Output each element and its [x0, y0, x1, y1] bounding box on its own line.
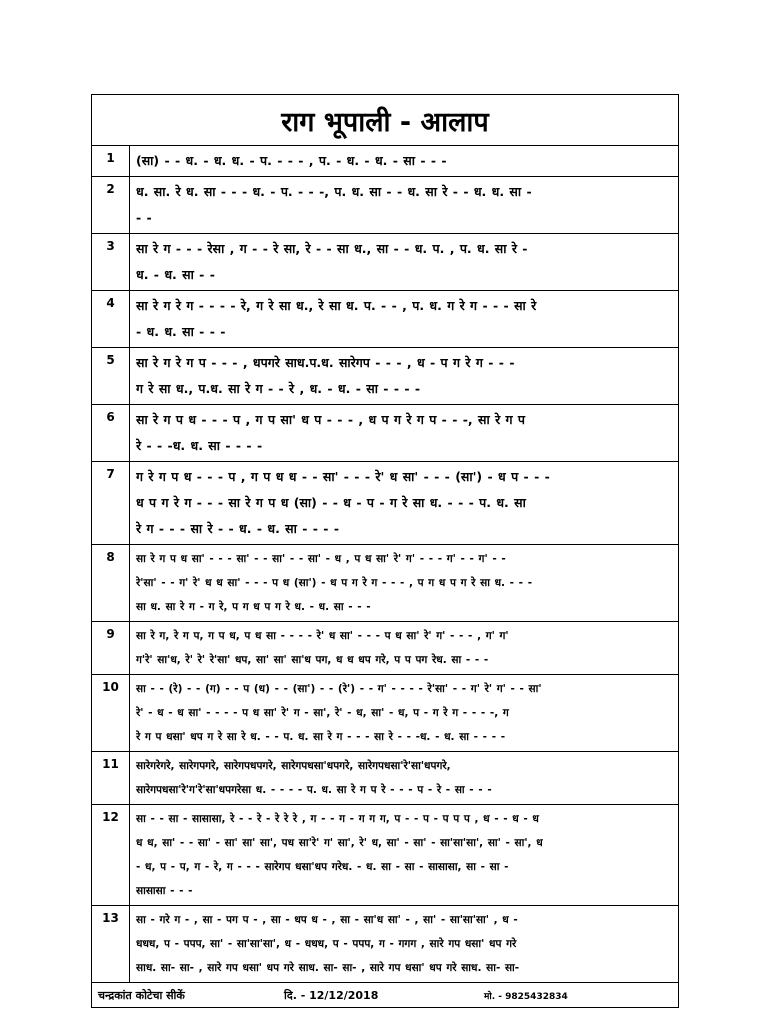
notation-line: सा ध. सा रे ग - ग रे, प ग ध प ग रे ध. - ध. सा - - - [136, 601, 371, 613]
alap-table [92, 146, 678, 983]
notation-line: रे ग प धसा' धप ग रे सा रे ध. - - प. ध. सा रे ग - - - सा रे - - -ध. - ध. सा - - - - [136, 731, 506, 743]
row-number: 5 [92, 348, 130, 404]
notation-line: सा रे ग प ध - - - प , ग प सा' ध प - - - , ध प ग रे ग प - - -, सा रे ग प [136, 412, 526, 427]
notation-line: सा - गरे ग - , सा - पग प - , सा - धप ध - , सा - सा'ध सा' - , सा' - सा'सा'सा' , ध - [136, 914, 518, 926]
row-number: 6 [92, 405, 130, 461]
notation-line: सारेगपधसा'रे'ग'रे'सा'धपगरेसा ध. - - - - प. ध. सा रे ग प रे - - - प - रे - सा - - - [136, 784, 492, 796]
notation-text [130, 545, 678, 621]
footer [92, 983, 678, 1007]
notation-line: ग रे ग प ध - - - प , ग प ध ध - - सा' - - - रे' ध सा' - - - (सा') - ध प - - - [136, 469, 550, 484]
notation-line: सा रे ग - - - रेसा , ग - - रे सा, रे - - सा ध., सा - - ध. प. , प. ध. सा रे - [136, 241, 528, 256]
table-row [92, 906, 678, 983]
notation-text [130, 234, 678, 290]
table-row [92, 146, 678, 177]
table-row [92, 177, 678, 234]
notation-line: सासासा - - - [136, 885, 193, 897]
row-number: 1 [92, 146, 130, 176]
row-number: 7 [92, 462, 130, 544]
notation-line: - - [136, 210, 152, 225]
footer-author: चन्द्रकांत कोटेचा सीकें [98, 988, 185, 1002]
notation-line: धधध, प - पपप, सा' - सा'सा'सा', ध - धधध, प - पपप, ग - गगग , सारे गप धसा' धप गरे [136, 938, 517, 950]
notation-text [130, 675, 678, 751]
table-row [92, 545, 678, 622]
notation-line: सा रे ग रे ग - - - - रे, ग रे सा ध., रे सा ध. प. - - , प. ध. ग रे ग - - - सा रे [136, 298, 537, 313]
notation-line: ध. - ध. सा - - [136, 267, 215, 282]
notation-text [130, 805, 678, 905]
notation-text [130, 348, 678, 404]
notation-line: सा रे ग, रे ग प, ग प ध, प ध सा - - - - रे' ध सा' - - - प ध सा' रे' ग' - - - , ग' ग' [136, 630, 509, 642]
notation-line: सा - - सा - सासासा, रे - - रे - रे रे रे , ग - - ग - ग ग ग, प - - प - प प प , ध - - ध - ध [136, 813, 539, 825]
notation-line: साध. सा- सा- , सारे गप धसा' धप गरे साध. सा- सा- , सारे गप धसा' धप गरे साध. सा- सा- [136, 962, 520, 974]
notation-line: ग'रे' सा'ध, रे' रे' रे'सा' धप, सा' सा' सा'ध पग, ध ध धप गरे, प प पग रेध. सा - - - [136, 654, 489, 666]
table-row [92, 622, 678, 675]
table-row [92, 805, 678, 906]
footer-mobile: मो. - 9825432834 [484, 991, 568, 1002]
notation-text [130, 622, 678, 674]
table-row [92, 752, 678, 805]
notation-line: रे - - -ध. ध. सा - - - - [136, 438, 263, 453]
notation-line: ग रे सा ध., प.ध. सा रे ग - - रे , ध. - ध. - सा - - - - [136, 381, 421, 396]
notation-line: सा रे ग प ध सा' - - - सा' - - सा' - - सा' - ध , प ध सा' रे' ग' - - - ग' - - ग' - - [136, 553, 506, 565]
table-row [92, 675, 678, 752]
footer-date: दि. - 12/12/2018 [284, 988, 379, 1002]
notation-line: रे' - ध - ध सा' - - - - प ध सा' रे' ग - सा', रे' - ध, सा' - ध, प - ग रे ग - - - -, ग [136, 707, 509, 719]
notation-line: (सा) - - ध. - ध. ध. - प. - - - , प. - ध. - ध. - सा - - - [136, 153, 447, 168]
notation-text [130, 146, 678, 176]
notation-text [130, 405, 678, 461]
page-title: राग भूपाली - आलाप [92, 95, 678, 146]
row-number: 2 [92, 177, 130, 233]
table-row [92, 462, 678, 545]
notation-text [130, 291, 678, 347]
notation-text [130, 752, 678, 804]
row-number: 13 [92, 906, 130, 982]
notation-line: रे ग - - - सा रे - - ध. - ध. सा - - - - [136, 521, 340, 536]
notation-line: ध. सा. रे ध. सा - - - ध. - प. - - -, प. ध. सा - - ध. सा रे - - ध. ध. सा - [136, 184, 532, 199]
notation-line: - ध, प - प, ग - रे, ग - - - सारेगप धसा'धप गरेध. - ध. सा - सा - सासासा, सा - सा - [136, 861, 509, 873]
table-row [92, 405, 678, 462]
table-row [92, 291, 678, 348]
notation-line: रे'सा' - - ग' रे' ध ध सा' - - - प ध (सा') - ध प ग रे ग - - - , प ग ध प ग रे सा ध. - - - [136, 577, 533, 589]
table-row [92, 234, 678, 291]
notation-line: सा रे ग रे ग प - - - , धपगरे साध.प.ध. सारेगप - - - , ध - प ग रे ग - - - [136, 355, 515, 370]
notation-line: सारेगरेगरे, सारेगपगरे, सारेगपधपगरे, सारेगपधसा'धपगरे, सारेगपधसा'रे'सा'धपगरे, [136, 760, 451, 772]
row-number: 11 [92, 752, 130, 804]
row-number: 9 [92, 622, 130, 674]
notation-sheet [91, 94, 679, 1008]
notation-line: ध प ग रे ग - - - सा रे ग प ध (सा) - - ध - प - ग रे सा ध. - - - प. ध. सा [136, 495, 526, 510]
row-number: 4 [92, 291, 130, 347]
notation-text [130, 177, 678, 233]
row-number: 10 [92, 675, 130, 751]
notation-text [130, 906, 678, 982]
notation-text [130, 462, 678, 544]
row-number: 8 [92, 545, 130, 621]
notation-line: ध ध, सा' - - सा' - सा' सा' सा', पध सा'रे' ग' सा', रे' ध, सा' - सा' - सा'सा'सा', सा' - सा', ध [136, 837, 543, 849]
row-number: 12 [92, 805, 130, 905]
row-number: 3 [92, 234, 130, 290]
notation-line: सा - - (रे) - - (ग) - - प (ध) - - (सा') - - (रे') - - ग' - - - - रे'सा' - - ग' रे' ग' - - सा' [136, 683, 542, 695]
table-row [92, 348, 678, 405]
notation-line: - ध. ध. सा - - - [136, 324, 226, 339]
